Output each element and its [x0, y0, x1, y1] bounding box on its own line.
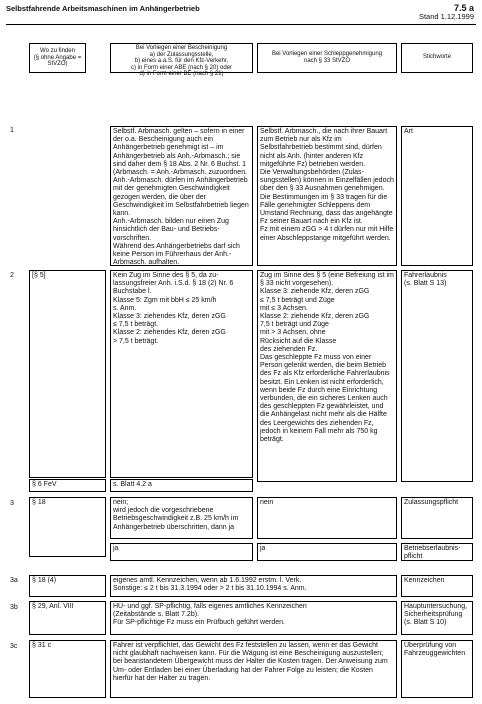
row-number: 1 — [10, 127, 14, 134]
row-2-sub-certificate-cell: s. Blatt 4.2 a — [110, 479, 253, 492]
column-header-certificate: Bei Vorliegen einer Bescheinigung a) der Zulassungsstelle, b) eines a.a.S. für den Kfz-Verkehr, c) in Form einer ABE (nach § 20) oder d) in Form einer BE (nach § 21) — [110, 43, 253, 73]
row-1-certificate-cell: Selbstf. Arbmasch. gelten – sofern in einer der o.a. Bescheinigung auch ein Anhängerbetrieb genehmigt ist – im Anhängerbetrieb als Anh.-Arbmasch.; sie sind daher dem § 18 Abs. 2 Nr. 6 Buchst. 1 (Arbmasch. = Anh.-Arbmasch. zuzuordnen. Anh.-Arbmasch. dürfen im Anhängerbetrieb mit der genehmigten Geschwindigkeit gezogen werden, die über der Geschwindigkeit im Selbstfahrbetrieb liegen kann. Anh.-Arbmasch. bilden nur einen Zug hinsichtlich der Bau- und Betriebsvorschriften. Während des Anhängerbetriebs darf sich keine Person im Führerhaus der Anh.-Arbmasch. aufhalten. — [110, 126, 253, 266]
row-3c-source-cell: § 31 c — [29, 640, 106, 698]
row-3c-certificate-cell: Fahrer ist verpflichtet, das Gewicht des Fz feststellen zu lassen, wenn er das Gewicht nicht glaubhaft nachweisen kann. Für die Wägung ist eine Bescheinigung auszustellen; bei beanstandetem Übergewicht muss der Halter die Kosten tragen. Der Anweisung zum Um- oder Entladen bei einer Überladung hat der Fahrer Folge zu leisten; die Kosten hierfür hat der Halter zu tragen. — [110, 640, 397, 698]
row-3-sub-keyword-cell: Betriebserlaubnispflicht — [401, 543, 473, 561]
row-3-tow-permit-cell: nein — [257, 497, 397, 539]
row-3c-keyword-cell: Überprüfung von Fahrzeuggewichten — [401, 640, 473, 698]
row-3-source-cell: § 18 — [29, 497, 106, 557]
column-header-keywords: Stichworte — [401, 43, 473, 73]
page-number: 7.5 a — [453, 3, 474, 13]
row-2-tow-permit-cell: Zug im Sinne des § 5 (eine Befreiung ist im § 33 nicht vorgesehen). Klasse 3: ziehende Kfz, deren zGG ≤ 7,5 t beträgt und Züge mit ≤ 3 Achsen. Klasse 2: ziehende Kfz, deren zGG 7,5 t beträgt und Züge mit > 3 Achsen, ohne Rücksicht auf die Klasse des ziehenden Fz. Das geschleppte Fz muss von einer Person gelenkt werden, die beim Betrieb des Fz als Kfz erforderliche Fahrerlaubnis besitzt. Ein Lenken ist nicht erforderlich, wenn beide Fz durch eine Einrichtung verbunden, die ein sicheres Lenken auch des geschleppten Fz gewährleistet, und die Anhängelast nicht mehr als die Hälfte des Leergewichts des ziehenden Fz, jedoch in keinem Fall mehr als 750 kg beträgt. — [257, 270, 397, 482]
row-3a-keyword-cell: Kennzeichen — [401, 575, 473, 597]
row-number: 3c — [10, 643, 18, 650]
row-3-sub-certificate-cell: ja — [110, 543, 253, 561]
row-3a-source-cell: § 18 (4) — [29, 575, 106, 597]
header-title: Selbstfahrende Arbeitsmaschinen im Anhängerbetrieb — [6, 4, 200, 13]
column-header-tow-permit: Bei Vorliegen einer Schleppgenehmigung nach § 33 StVZO — [257, 43, 397, 73]
row-number: 3a — [10, 577, 18, 584]
header-rule — [6, 24, 476, 25]
row-3-sub-tow-permit-cell: ja — [257, 543, 397, 561]
row-1-keyword-cell: Art — [401, 126, 473, 266]
row-2-keyword-cell: Fahrerlaubnis (s. Blatt S 13) — [401, 270, 473, 482]
row-1-tow-permit-cell: Selbstf. Arbmasch., die nach ihrer Bauart zum Betrieb nur als Kfz im Selbstfahrbetrieb bestimmt sind, dürfen nicht als Anh. (hinter anderen Kfz mitgeführte Fz) betrieben werden. Die Verwaltungsbehörden (Zulassungsstellen) können in Einzelfällen jedoch über den § 33 Ausnahmen genehmigen. Die Bestimmungen im § 33 tragen für die Fälle genehmigter Schleppens dem Umstand Rechnung, dass das angehängte Fz seiner Bauart nach ein Kfz ist. Fz mit einem zGG > 4 t dürfen nur mit Hilfe einer Abschleppstange mitgeführt werden. — [257, 126, 397, 266]
row-3b-source-cell: § 29, Anl. VIII — [29, 601, 106, 635]
row-2-certificate-cell: Kein Zug im Sinne des § 5, da zulassungsfreier Anh. i.S.d. § 18 (2) Nr. 6 Buchstabe l. Klasse 5: Zgm mit bbH ≤ 25 km/h s. Anm. Klasse 3: ziehendes Kfz, deren zGG ≤ 7,5 t beträgt. Klasse 2: ziehendes Kfz, deren zGG > 7,5 t beträgt. — [110, 270, 253, 478]
row-number: 3b — [10, 604, 18, 611]
page-date: Stand 1.12.1999 — [418, 12, 474, 21]
column-header-source: Wo zu finden (§ ohne Angabe = StVZO) — [29, 43, 86, 73]
row-2-source-cell: [§ 5] — [29, 270, 106, 478]
row-3b-certificate-cell: HU- und ggf. SP-pflichtig, falls eigenes amtliches Kennzeichen (Zeitabstände s. Blatt 7.2b). Für SP-pflichtige Fz muss ein Prüfbuch geführt werden. — [110, 601, 397, 635]
row-3a-certificate-cell: eigenes amtl. Kennzeichen, wenn ab 1.6.1992 erstm. l. Verk. Sonstige: ≤ 2 t bis 31.3.1994 oder > 2 t bis 31.10.1994 s. Anm. — [110, 575, 397, 597]
row-3-keyword-cell: Zulassungspflicht — [401, 497, 473, 539]
row-2-sub-source-cell: § 6 FeV — [29, 479, 106, 492]
row-number: 2 — [10, 272, 14, 279]
row-number: 3 — [10, 500, 14, 507]
row-3-certificate-cell: nein; wird jedoch die vorgeschriebene Betriebsgeschwindigkeit z.B. 25 km/h im Anhängerbetrieb überschritten, dann ja — [110, 497, 253, 539]
row-3b-keyword-cell: Hauptuntersuchung, Sicherheitsprüfung (s. Blatt S 10) — [401, 601, 473, 635]
